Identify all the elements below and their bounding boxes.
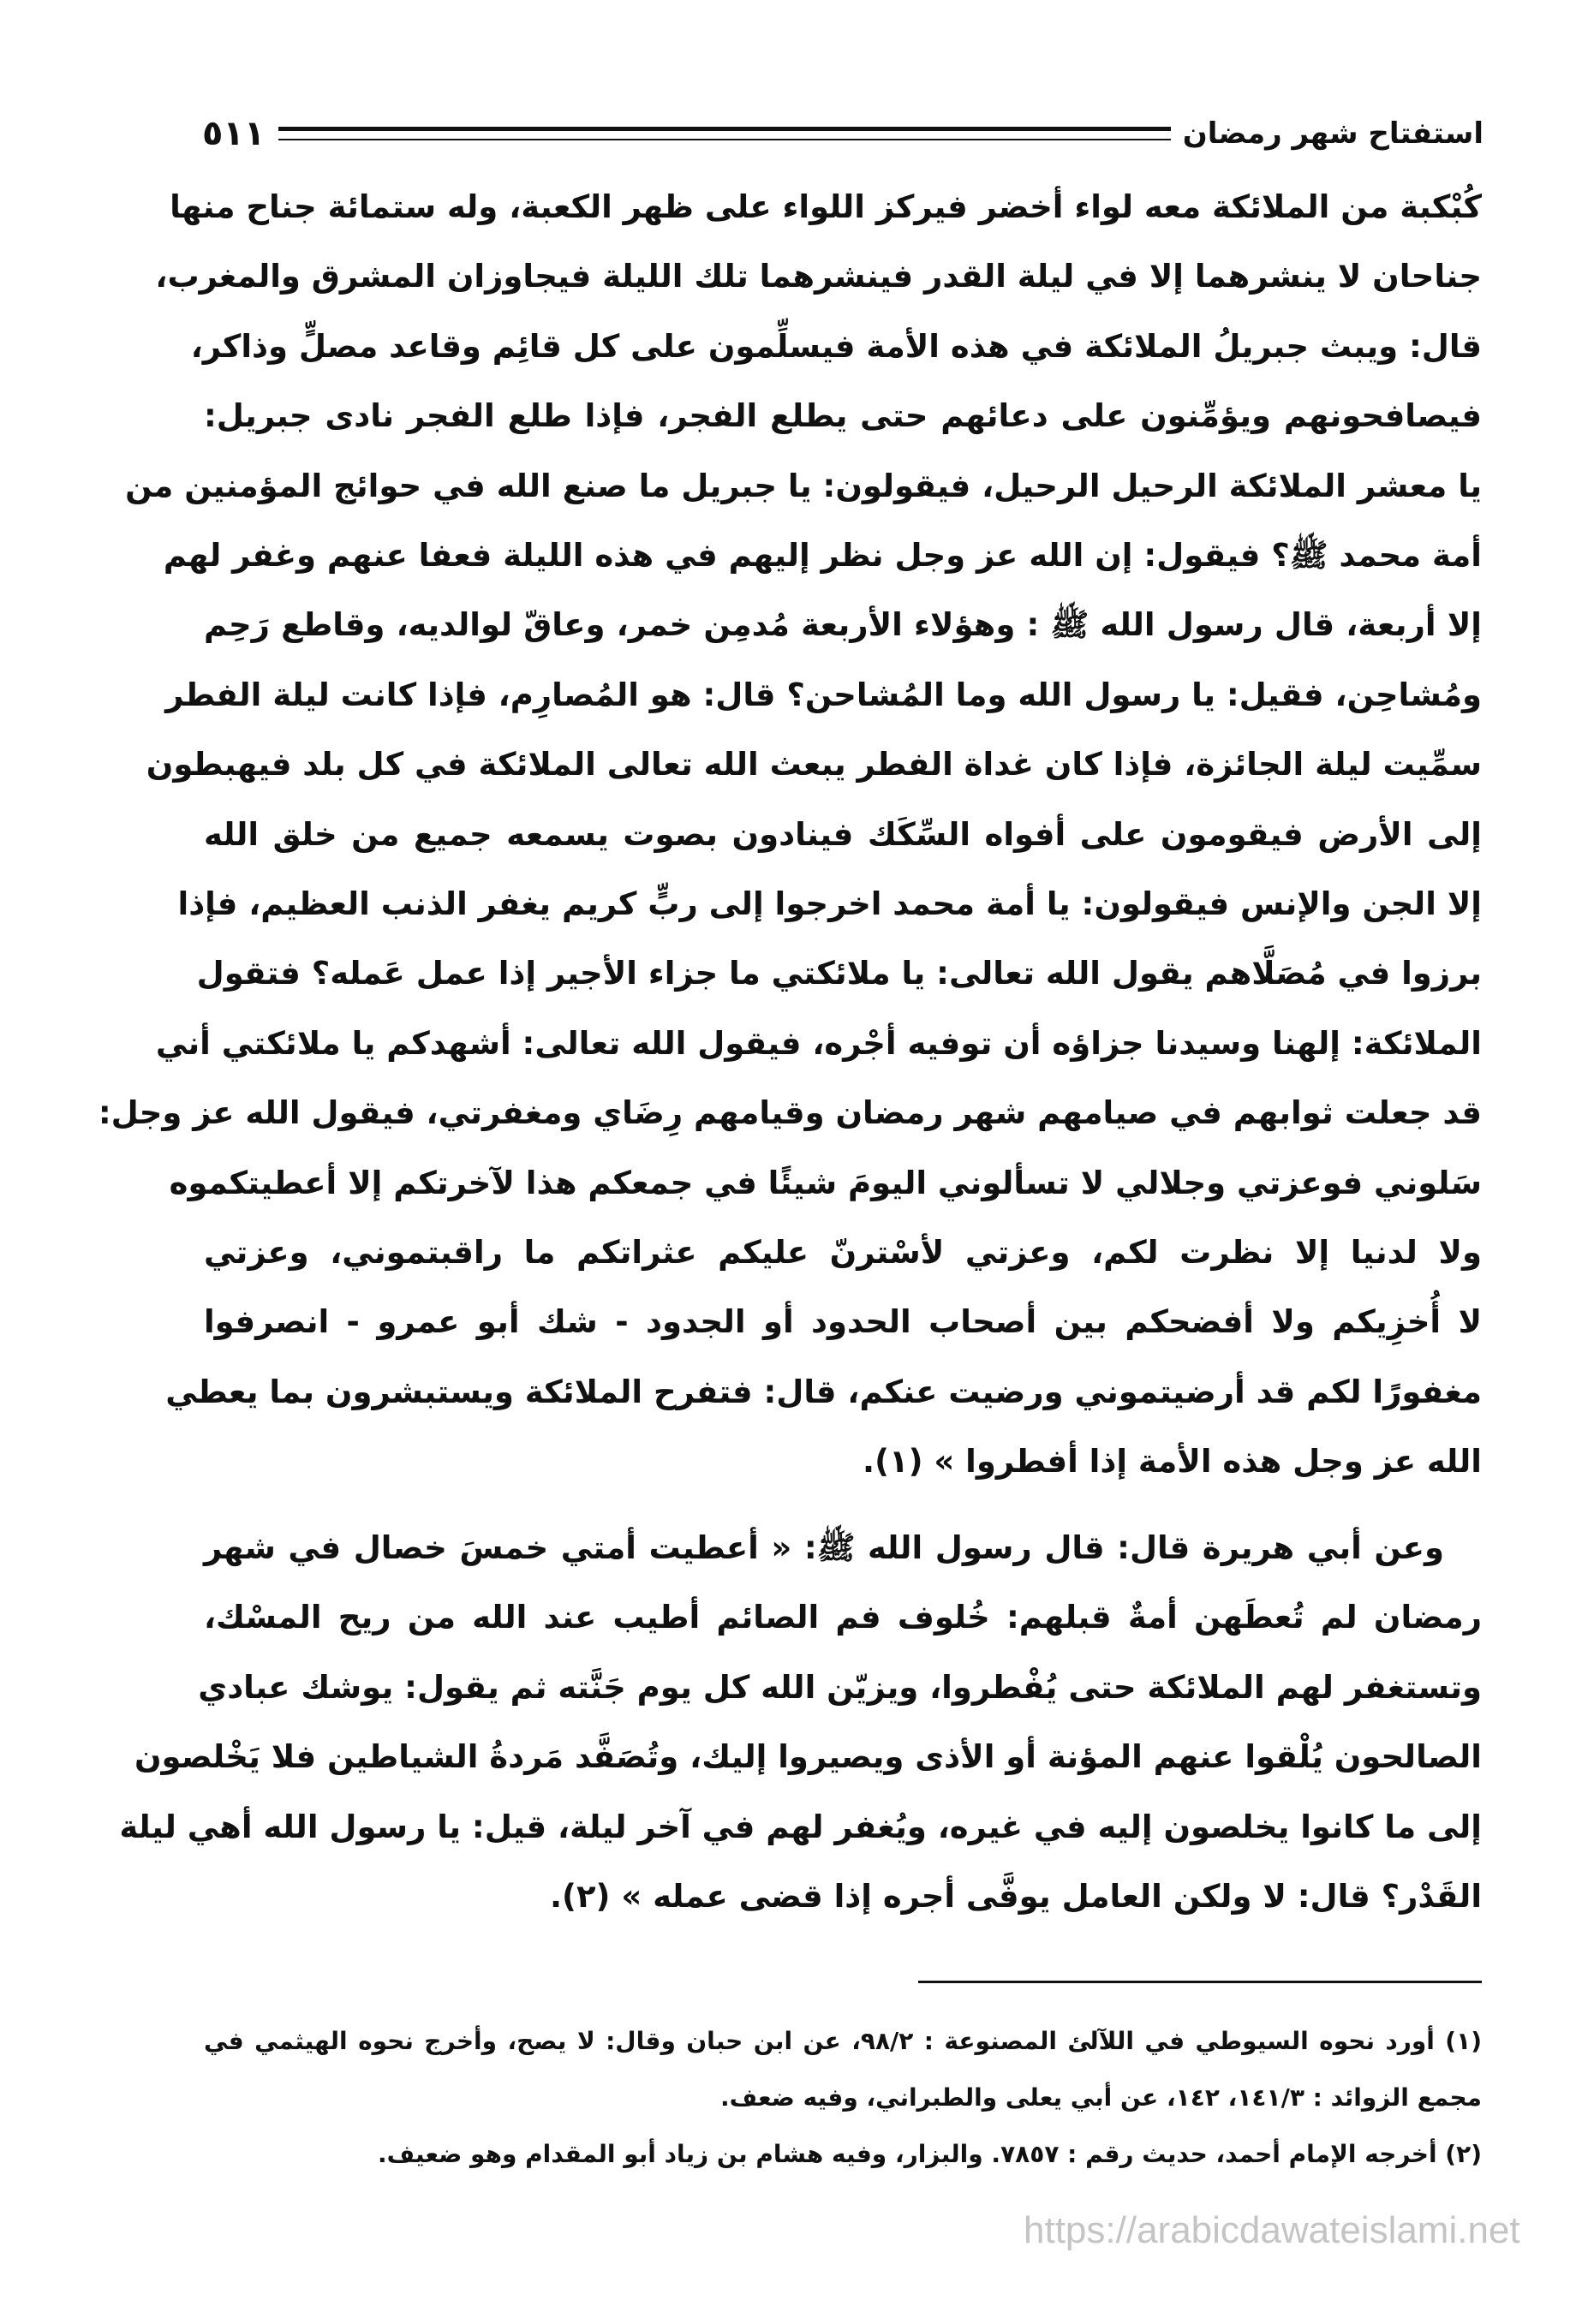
text-line: وعن أبي هريرة قال: قال رسول الله ﷺ: « أعطيت أمتي خمسَ خصال في شهر	[204, 1529, 1444, 1566]
text-line: الله عز وجل هذه الأمة إذا أفطروا » (١).	[863, 1443, 1482, 1481]
running-title: استفتاح شهر رمضان	[1182, 116, 1484, 151]
text-line: سمِّيت ليلة الجائزة، فإذا كان غداة الفطر يبعث الله تعالى الملائكة في كل بلد فيهبطون	[146, 746, 1482, 784]
header-rule	[278, 127, 1171, 140]
text-line: يا معشر الملائكة الرحيل الرحيل، فيقولون: يا جبريل ما صنع الله في حوائج المؤمنين من	[125, 467, 1482, 504]
footnote-line: مجمع الزوائد : ١٤١/٣، ١٤٢، عن أبي يعلى والطبراني، وفيه ضعف.	[719, 2083, 1482, 2112]
footnote-line: (١) أورد نحوه السيوطي في اللآلئ المصنوعة : ٩٨/٢، عن ابن حبان وقال: لا يصح، وأخرج نحوه الهيثمي في	[204, 2027, 1482, 2055]
text-line: وتستغفر لهم الملائكة حتى يُفْطروا، ويزيّن الله كل يوم جَنَّته ثم يقول: يوشك عبادي	[198, 1668, 1482, 1706]
footnote-separator	[918, 1981, 1482, 1983]
text-line: الملائكة: إلهنا وسيدنا جزاؤه أن توفيه أجْره، فيقول الله تعالى: أشهدكم يا ملائكتي أني	[155, 1024, 1482, 1062]
text-line: قد جعلت ثوابهم في صيامهم شهر رمضان وقيامهم رِضَاي ومغفرتي، فيقول الله عز وجل:	[98, 1094, 1482, 1132]
text-line: جناحان لا ينشرهما إلا في ليلة القدر فينشرهما تلك الليلة فيجاوزان المشرق والمغرب،	[155, 258, 1482, 295]
text-line: قال: ويبث جبريلُ الملائكة في هذه الأمة فيسلِّمون على كل قائِم وقاعد مصلٍّ وذاكر،	[190, 327, 1482, 365]
text-line: برزوا في مُصَلَّاهم يقول الله تعالى: يا ملائكتي ما جزاء الأجير إذا عمل عَمله؟ فتقول	[196, 955, 1482, 992]
text-line: مغفورًا لكم قد أرضيتموني ورضيت عنكم، قال: فتفرح الملائكة ويستبشرون بما يعطي	[165, 1373, 1482, 1410]
text-line: القَدْر؟ قال: لا ولكن العامل يوفَّى أجره إذا قضى عمله » (٢).	[549, 1878, 1482, 1915]
text-line: إلى الأرض فيقومون على أفواه السِّكَك فينادون بصوت يسمعه جميع من خلق الله	[204, 815, 1482, 853]
text-line: ولا لدنيا إلا نظرت لكم، وعزتي لأسْترنّ عليكم عثراتكم ما راقبتموني، وعزتي	[204, 1234, 1482, 1271]
text-line: كُبْكبة من الملائكة معه لواء أخضر فيركز اللواء على ظهر الكعبة، وله ستمائة جناح منها	[170, 188, 1482, 225]
page-number: ٥١١	[202, 114, 266, 153]
text-line: ومُشاحِن، فقيل: يا رسول الله وما المُشاحن؟ قال: هو المُصارِم، فإذا كانت ليلة الفطر	[165, 676, 1482, 713]
text-line: فيصافحونهم ويؤمِّنون على دعائهم حتى يطلع الفجر، فإذا طلع الفجر نادى جبريل:	[204, 397, 1482, 435]
watermark: https://arabicdawateislami.net	[1024, 2209, 1520, 2251]
text-line: إلى ما كانوا يخلصون إليه في غيره، ويُغفر لهم في آخر ليلة، قيل: يا رسول الله أهي ليلة	[119, 1808, 1482, 1845]
footnote-line: (٢) أخرجه الإمام أحمد، حديث رقم : ٧٨٥٧. والبزار، وفيه هشام بن زياد أبو المقدام وهو ضعيف.	[378, 2140, 1482, 2168]
text-line: الصالحون يُلْقوا عنهم المؤنة أو الأذى ويصيروا إليك، وتُصَفَّد مَردةُ الشياطين فلا يَخْلصون	[134, 1738, 1482, 1776]
text-line: أمة محمد ﷺ؟ فيقول: إن الله عز وجل نظر إليهم في هذه الليلة فعفا عنهم وغفر لهم	[163, 537, 1482, 574]
text-line: رمضان لم تُعطَهن أمةٌ قبلهم: خُلوف فم الصائم أطيب عند الله من ريح المسْك،	[204, 1599, 1482, 1636]
text-line: إلا أربعة، قال رسول الله ﷺ : وهؤلاء الأربعة مُدمِن خمر، وعاقّ لوالديه، وقاطع رَحِم	[204, 606, 1482, 644]
page-header	[202, 110, 1484, 158]
text-line: سَلوني فوعزتي وجلالي لا تسألوني اليومَ شيئًا في جمعكم هذا لآخرتكم إلا أعطيتكموه	[169, 1164, 1482, 1201]
text-line: لا أُخزِيكم ولا أفضحكم بين أصحاب الحدود أو الجدود - شك أبو عمرو - انصرفوا	[204, 1303, 1482, 1341]
text-line: إلا الجن والإنس فيقولون: يا أمة محمد اخرجوا إلى ربٍّ كريم يغفر الذنب العظيم، فإذا	[177, 885, 1482, 922]
